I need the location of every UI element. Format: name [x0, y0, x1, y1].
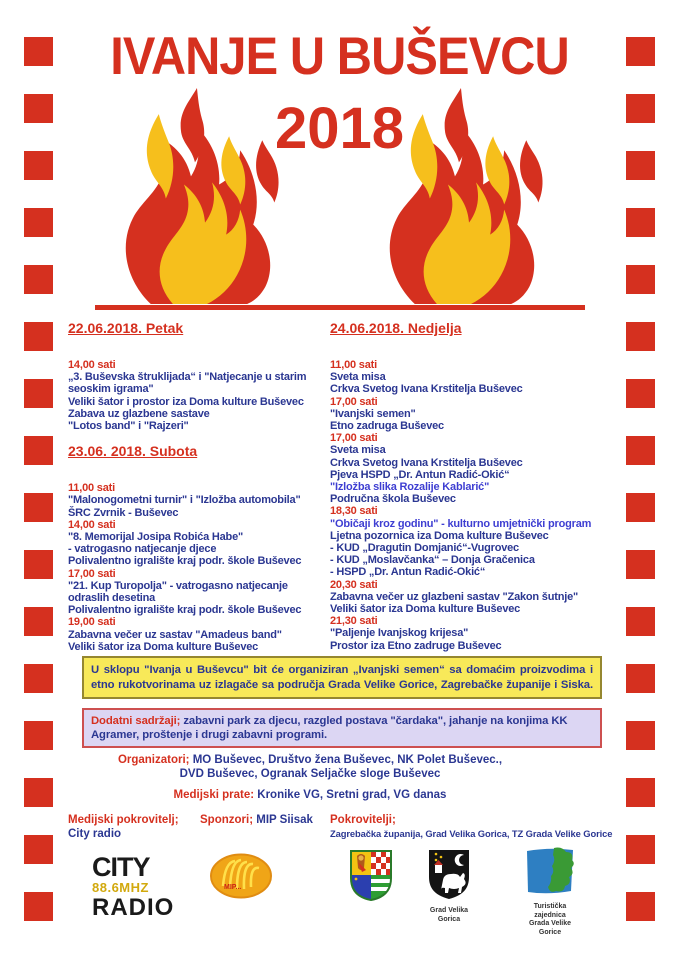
mip-logo-text: MIP...: [224, 884, 242, 891]
schedule-line: "Izložba slika Rozalije Kablarić": [330, 481, 490, 494]
tourist-board-caption-line2: Grada Velike Gorice: [528, 920, 572, 936]
flame-icon: [376, 88, 558, 304]
schedule-time: 17,00 sati: [68, 567, 116, 580]
film-strip-border-right: [626, 37, 655, 921]
schedule-date-header: 24.06.2018. Nedjelja: [330, 320, 462, 336]
schedule-line: "Lotos band" i "Rajzeri": [68, 420, 189, 433]
poster-year: 2018: [274, 96, 405, 161]
schedule-line: "Ivanjski semen": [330, 407, 416, 420]
extra-content-text: zabavni park za djecu, razgled postava "čardaka", jahanje na konjima KK Agramer, proštenje i drugi zabavni programi.: [91, 715, 568, 741]
schedule-spacer: [68, 432, 331, 443]
schedule-line: Pjeva HSPD „Dr. Antun Radić-Okić“: [330, 468, 510, 481]
sponsors-value: MIP Siisak: [256, 814, 313, 826]
schedule-line: Sveta misa: [330, 371, 386, 384]
schedule-line: "21. Kup Turopolja" - vatrogasno natjecanje odraslih desetina: [68, 579, 288, 605]
media-coverage-value: Kronike VG, Sretni grad, VG danas: [257, 789, 447, 801]
divider-rule: [95, 305, 585, 310]
schedule-column-friday-saturday: [68, 320, 331, 653]
schedule-time: 18,30 sati: [330, 505, 378, 518]
schedule-line: "Malonogometni turnir" i "Izložba automobila": [68, 494, 301, 507]
city-radio-logo: [92, 854, 202, 918]
schedule-column-sunday: [330, 320, 613, 652]
media-coverage-block: [75, 789, 545, 801]
patrons-value: Zagrebačka županija, Grad Velika Gorica, TZ Grada Velike Gorice: [330, 828, 613, 839]
schedule-line: Veliki šator iza Doma kulture Buševec: [68, 640, 259, 653]
film-strip-border-left: [24, 37, 53, 921]
schedule-spacer: [68, 471, 331, 482]
media-sponsor-label: Medijski pokrovitelj;: [68, 814, 179, 826]
fair-info-box: [82, 656, 602, 699]
flame-icon: [112, 88, 294, 304]
schedule-line: "Paljenje Ivanjskog krijesa": [330, 627, 469, 640]
tourist-board-logo: [524, 846, 576, 896]
media-coverage-label: Medijski prate:: [173, 789, 255, 801]
schedule-line: Zabavna večer uz sastav "Amadeus band": [68, 628, 282, 641]
velika-gorica-caption: Grad Velika Gorica: [429, 907, 469, 923]
schedule-time: 20,30 sati: [330, 578, 378, 591]
schedule-date-header: 22.06.2018. Petak: [68, 320, 184, 336]
schedule-line: Zabavna večer uz glazbeni sastav "Zakon šutnje": [330, 590, 579, 603]
schedule-line: "Običaji kroz godinu" - kulturno umjetnički program: [330, 517, 592, 530]
velika-gorica-coat-of-arms-block: [421, 848, 477, 924]
tourist-board-logo-block: [518, 846, 582, 937]
schedule-line: - HSPD „Dr. Antun Radić-Okić“: [330, 566, 486, 579]
media-sponsor-value: City radio: [68, 828, 122, 840]
schedule-time: 14,00 sati: [68, 359, 116, 371]
schedule-line: ŠRC Zvrnik - Buševec: [68, 506, 179, 519]
schedule-time: 11,00 sati: [330, 359, 377, 371]
city-radio-logo-word: RADIO: [92, 894, 175, 918]
schedule-line: "8. Memorijal Josipa Robića Habe": [68, 531, 243, 544]
tourist-board-caption-line1: Turistička zajednica: [533, 903, 567, 919]
schedule-time: 14,00 sati: [68, 518, 116, 531]
city-radio-logo-frequency: 88.6MHZ: [92, 880, 149, 895]
schedule-line: „3. Buševska štruklijada“ i "Natjecanje u starim seoskim igrama": [68, 371, 307, 396]
fair-info-text: U sklopu "Ivanja u Buševcu" bit će organiziran „Ivanjski semen“ sa domaćim proizvodima i etno rukotvorinama uz izlagače sa područja Grada Velike Gorice, Zagrebačke županije i Siska.: [91, 664, 593, 691]
schedule-line: Sveta misa: [330, 444, 386, 457]
schedule-spacer: [330, 348, 613, 359]
zagreb-county-coat-of-arms: [348, 848, 394, 902]
schedule-time: 17,00 sati: [330, 432, 378, 445]
patrons-block: [330, 813, 622, 841]
schedule-line: - KUD „Dragutin Domjanić“-Vugrovec: [330, 542, 519, 555]
schedule-line: Područna škola Buševec: [330, 493, 456, 506]
schedule-line: Crkva Svetog Ivana Krstitelja Buševec: [330, 456, 523, 469]
sponsors-block: [200, 813, 313, 827]
schedule-line: Polivalentno igralište kraj podr. škole Buševec: [68, 604, 302, 617]
velika-gorica-coat-of-arms: [427, 848, 471, 900]
media-sponsor-block: [68, 813, 208, 841]
schedule-date-header: 23.06. 2018. Subota: [68, 443, 198, 460]
poster-title: IVANJE U BUŠEVCU: [110, 27, 569, 86]
schedule-line: Crkva Svetog Ivana Krstitelja Buševec: [330, 383, 523, 396]
schedule-line: Etno zadruga Buševec: [330, 420, 444, 433]
schedule-time: 17,00 sati: [330, 395, 378, 408]
organizers-line2: DVD Buševec, Ogranak Seljačke sloge Buševec: [179, 768, 441, 780]
schedule-line: Veliki šator iza Doma kulture Buševec: [330, 603, 521, 616]
schedule-time: 21,30 sati: [330, 615, 378, 628]
mip-sisak-logo: [209, 853, 273, 899]
schedule-line: Polivalentno igralište kraj podr. škole Buševec: [68, 555, 302, 568]
extra-content-box: [82, 708, 602, 748]
schedule-line: Ljetna pozornica iza Doma kulture Buševec: [330, 529, 549, 542]
organizers-label: Organizatori;: [117, 754, 190, 766]
schedule-line: - vatrogasno natjecanje djece: [68, 543, 217, 556]
sponsors-label: Sponzori;: [200, 814, 254, 826]
schedule-line: Veliki šator i prostor iza Doma kulture Buševec: [68, 395, 304, 408]
extra-content-label: Dodatni sadržaji;: [91, 715, 181, 727]
schedule-spacer: [68, 348, 331, 359]
schedule-time: 19,00 sati: [68, 616, 116, 629]
city-radio-logo-name: CITY: [92, 854, 150, 882]
schedule-line: Prostor iza Etno zadruge Buševec: [330, 639, 502, 652]
schedule-time: 11,00 sati: [68, 482, 115, 495]
patrons-label: Pokrovitelji;: [330, 814, 396, 826]
organizers-line1: MO Buševec, Društvo žena Buševec, NK Polet Buševec.,: [192, 754, 503, 766]
organizers-block: [75, 753, 545, 781]
schedule-line: Zabava uz glazbene sastave: [68, 407, 210, 420]
schedule-line: - KUD „Moslavčanka“ – Donja Gračenica: [330, 554, 535, 567]
